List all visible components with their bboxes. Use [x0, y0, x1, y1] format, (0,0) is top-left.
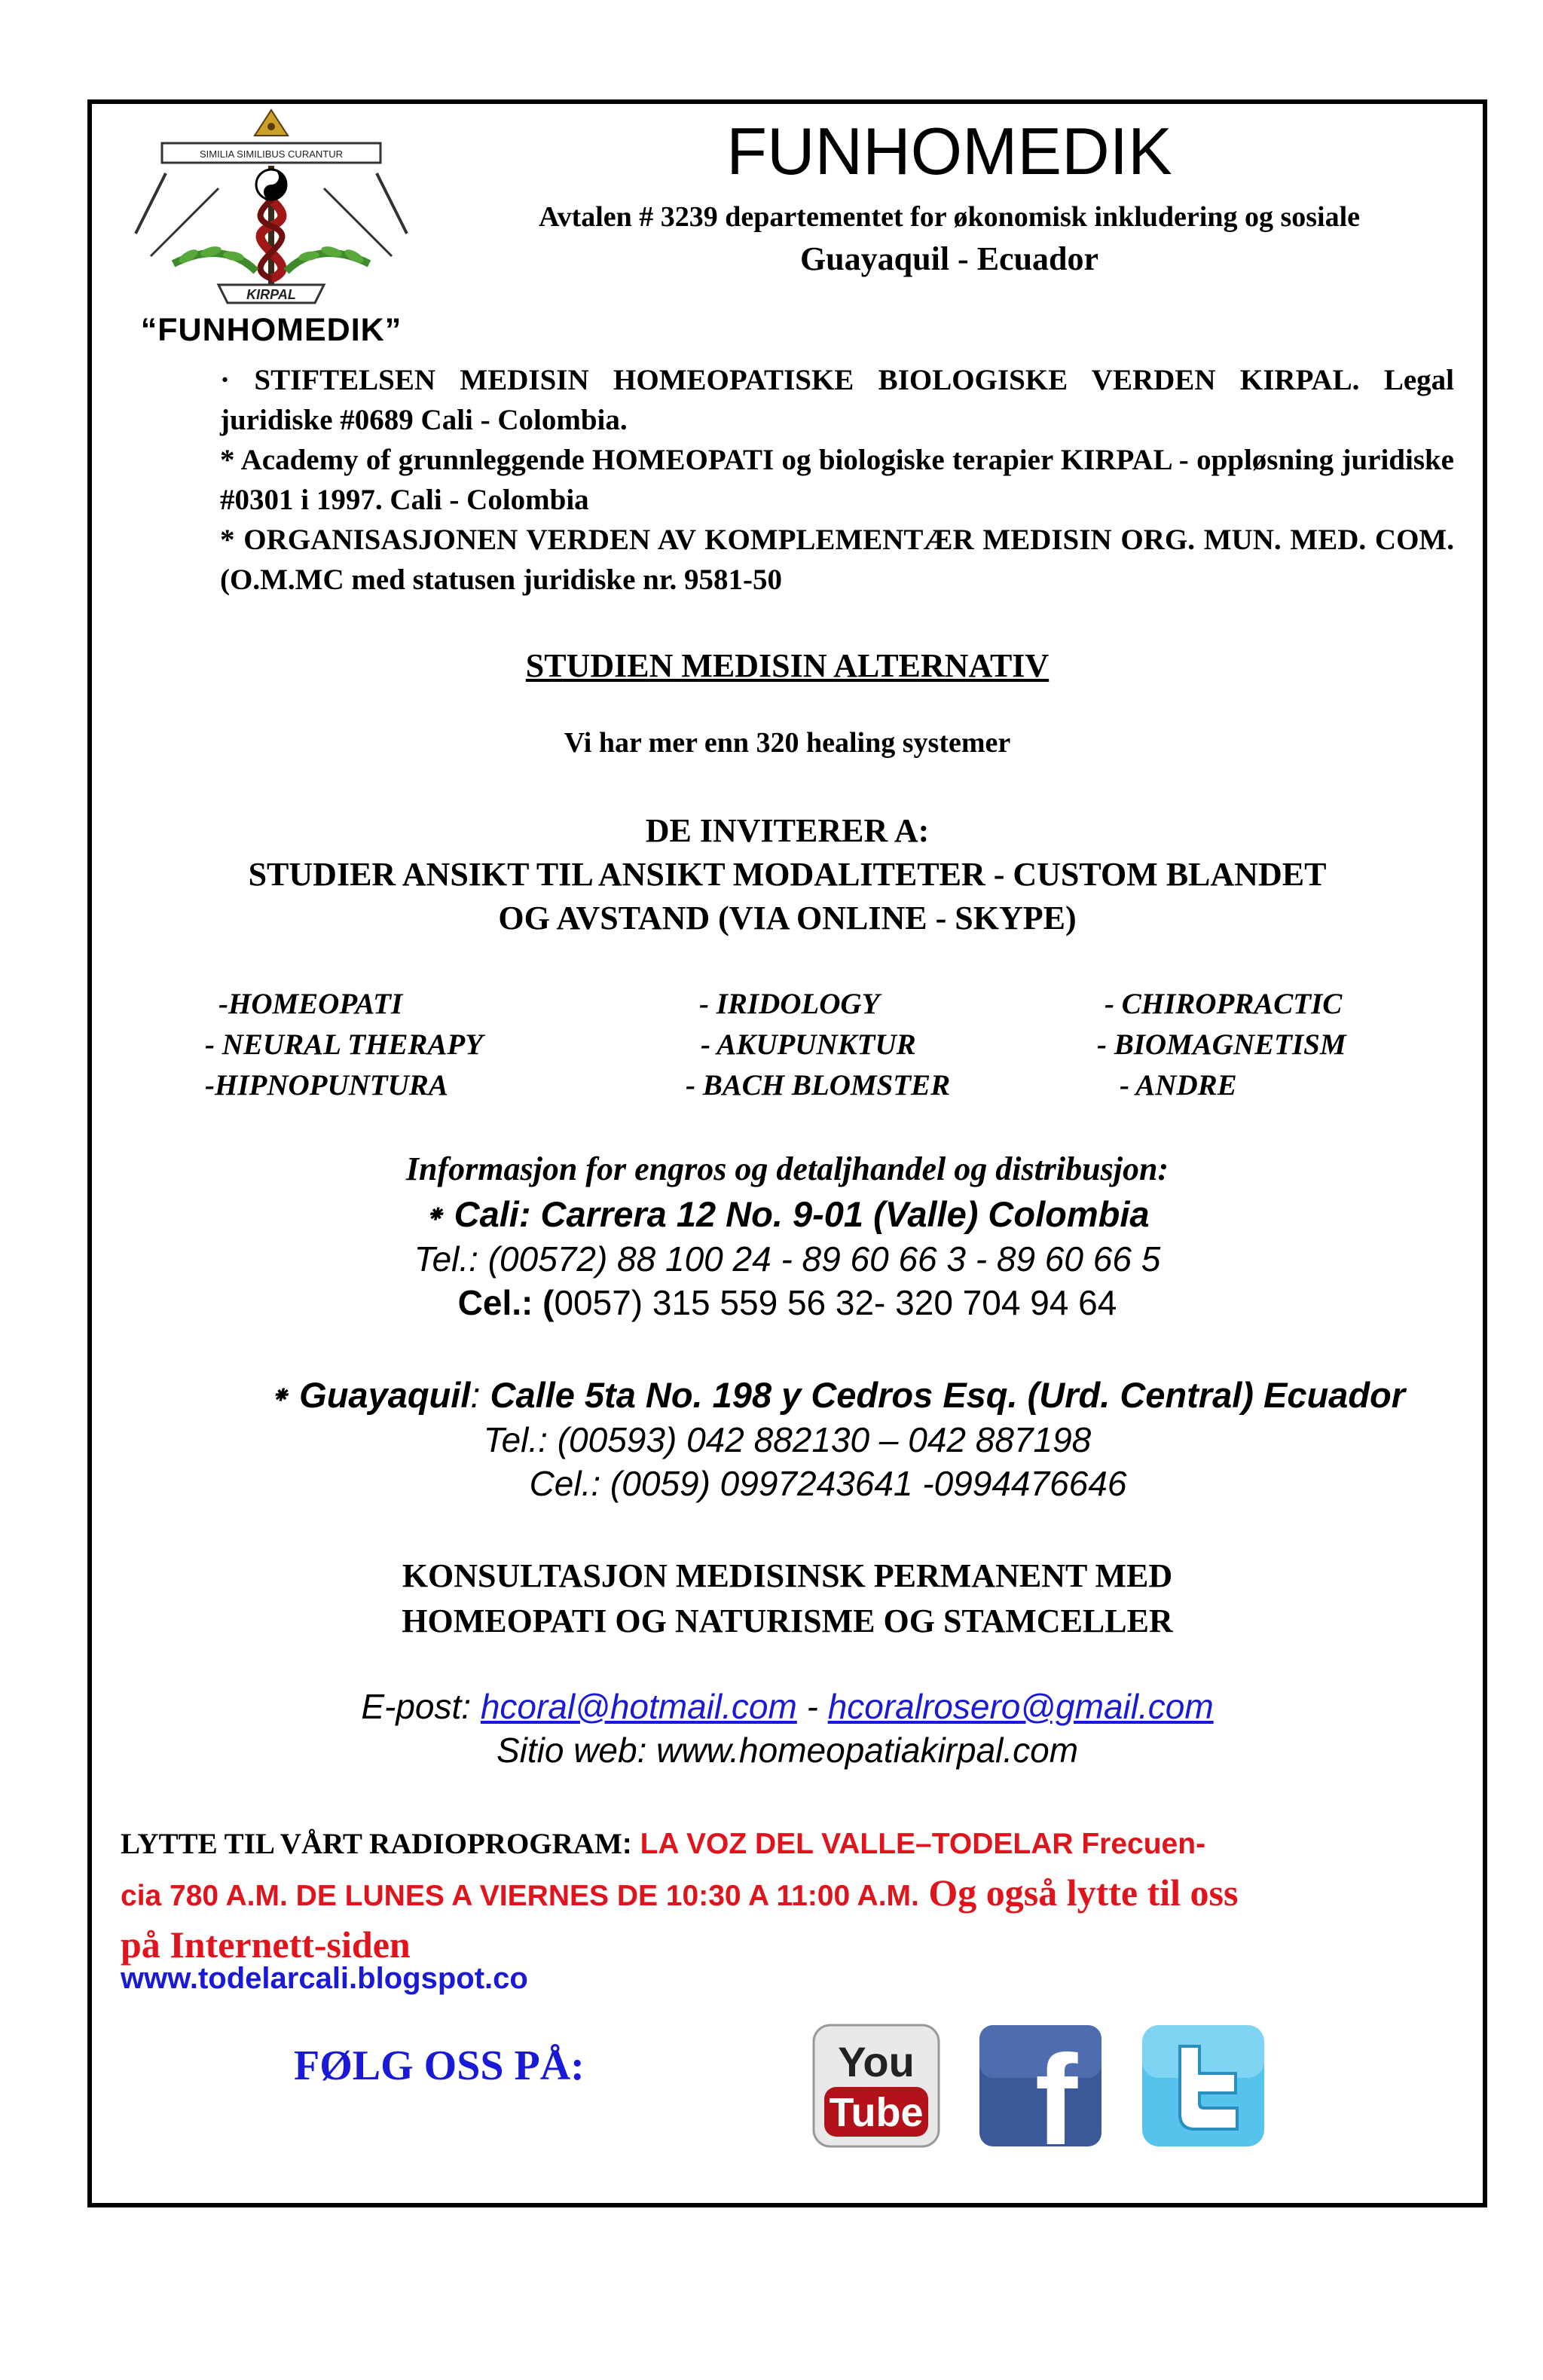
guayaquil-mobile: Cel.: (0059) 0997243641 -0994476646	[529, 1464, 1127, 1503]
organization-item: · STIFTELSEN MEDISIN HOMEOPATISKE BIOLOGISKE VERDEN KIRPAL. Legal juridiske #0689 Cali - Colombia.	[220, 364, 1454, 436]
info-heading: Informasjon for engros og detaljhandel og distribusjon:	[405, 1150, 1169, 1187]
email-link-gmail[interactable]: hcoralrosero@gmail.com	[827, 1687, 1214, 1726]
cali-city: Cali	[454, 1194, 519, 1234]
twitter-icon[interactable]	[1141, 2024, 1269, 2148]
radio-also: Og også lytte til oss	[918, 1871, 1239, 1914]
mobile-number: 0057) 315 559 56 32- 320 704 94 64	[554, 1283, 1117, 1322]
radio-prefix: LYTTE TIL VÅRT RADIOPROGRAM	[121, 1828, 622, 1860]
modality-item: -HIPNOPUNTURA	[205, 1069, 448, 1101]
facebook-letter: f	[1034, 2029, 1078, 2148]
cali-address	[87, 1193, 1487, 1235]
bullet-icon: ⁕	[425, 1202, 445, 1227]
follow-us-label: FØLG OSS PÅ:	[294, 2042, 585, 2089]
radio-program: LA VOZ DEL VALLE–TODELAR Frecuen-	[640, 1828, 1206, 1860]
study-heading-text: STUDIEN MEDISIN ALTERNATIV	[525, 647, 1050, 684]
invite-line: STUDIER ANSIKT TIL ANSIKT MODALITETER - CUSTOM BLANDET	[248, 856, 1327, 893]
modality-item: - IRIDOLOGY	[699, 988, 880, 1020]
email-separator: -	[796, 1687, 828, 1726]
youtube-icon[interactable]	[812, 2024, 940, 2148]
guayaquil-address-text: Calle 5ta No. 198 y Cedros Esq. (Urd. Central) Ecuador	[480, 1375, 1406, 1415]
facebook-icon[interactable]	[978, 2024, 1106, 2148]
study-heading	[87, 646, 1487, 685]
organizations-list	[220, 360, 1454, 600]
invite-line: DE INVITERER A:	[645, 812, 930, 849]
modalities-column-2	[686, 984, 950, 1106]
radio-block	[121, 1820, 1469, 1972]
logo-name: “FUNHOMEDIK”	[140, 312, 402, 348]
guayaquil-colon: :	[470, 1375, 481, 1415]
cali-address-text: : Carrera 12 No. 9-01 (Valle) Colombia	[518, 1194, 1150, 1234]
radio-schedule: cia 780 A.M. DE LUNES A VIERNES DE 10:30 A 11:00 A.M.	[121, 1880, 919, 1912]
logo-motto: SIMILIA SIMILIBUS CURANTUR	[200, 148, 343, 160]
modality-item: -HOMEOPATI	[218, 988, 403, 1020]
consultation-block	[87, 1554, 1487, 1644]
page-title: FUNHOMEDIK	[726, 114, 1172, 188]
modalities-column-1	[205, 984, 483, 1106]
guayaquil-phone: Tel.: (00593) 042 882130 – 042 887198	[483, 1420, 1092, 1459]
email-line	[87, 1686, 1487, 1727]
agreement-text: Avtalen # 3239 departementet for økonomisk inkludering og sosiale	[538, 201, 1361, 233]
modality-item: - AKUPUNKTUR	[701, 1028, 916, 1061]
consult-line: HOMEOPATI OG NATURISME OG STAMCELLER	[402, 1602, 1173, 1639]
radio-internet: på Internett-siden	[121, 1923, 411, 1966]
youtube-you-text: You	[838, 2038, 915, 2085]
guayaquil-address	[205, 1374, 1471, 1416]
cali-mobile	[87, 1282, 1487, 1323]
modality-item: - BACH BLOMSTER	[686, 1069, 951, 1101]
logo-ribbon-text: KIRPAL	[246, 287, 296, 302]
bullet-icon: ⁕	[270, 1383, 290, 1408]
radio-url-link[interactable]: www.todelarcali.blogspot.co	[121, 1962, 528, 1995]
organization-item: * ORGANISASJONEN VERDEN AV KOMPLEMENTÆR MEDISIN ORG. MUN. MED. COM. (O.M.MC med statusen juridiske nr. 9581-50	[220, 524, 1454, 596]
youtube-tube-text: Tube	[829, 2090, 924, 2135]
modality-item: - NEURAL THERAPY	[205, 1028, 484, 1061]
invite-line: OG AVSTAND (VIA ONLINE - SKYPE)	[498, 900, 1077, 936]
mobile-label: Cel.: (	[457, 1283, 555, 1322]
organization-item: * Academy of grunnleggende HOMEOPATI og biologiske terapier KIRPAL - oppløsning juridiske #0301 i 1997. Cali - Colombia	[220, 444, 1454, 516]
modality-item: - CHIROPRACTIC	[1105, 988, 1343, 1020]
location-text: Guayaquil - Ecuador	[799, 240, 1099, 277]
radio-colon: :	[622, 1828, 640, 1860]
cali-phone: Tel.: (00572) 88 100 24 - 89 60 66 3 - 89 60 66 5	[414, 1239, 1161, 1279]
guayaquil-city: Guayaquil	[299, 1375, 471, 1415]
modality-item: - ANDRE	[1120, 1069, 1237, 1101]
modality-item: - BIOMAGNETISM	[1097, 1028, 1346, 1061]
website-text: Sitio web: www.homeopatiakirpal.com	[496, 1731, 1079, 1770]
invitation-block	[87, 809, 1487, 940]
consult-line: KONSULTASJON MEDISINSK PERMANENT MED	[402, 1557, 1173, 1594]
email-label: E-post:	[361, 1687, 481, 1726]
modalities-column-3	[1097, 984, 1346, 1106]
healing-systems-text: Vi har mer enn 320 healing systemer	[564, 727, 1011, 759]
email-link-hotmail[interactable]: hcoral@hotmail.com	[480, 1687, 797, 1726]
